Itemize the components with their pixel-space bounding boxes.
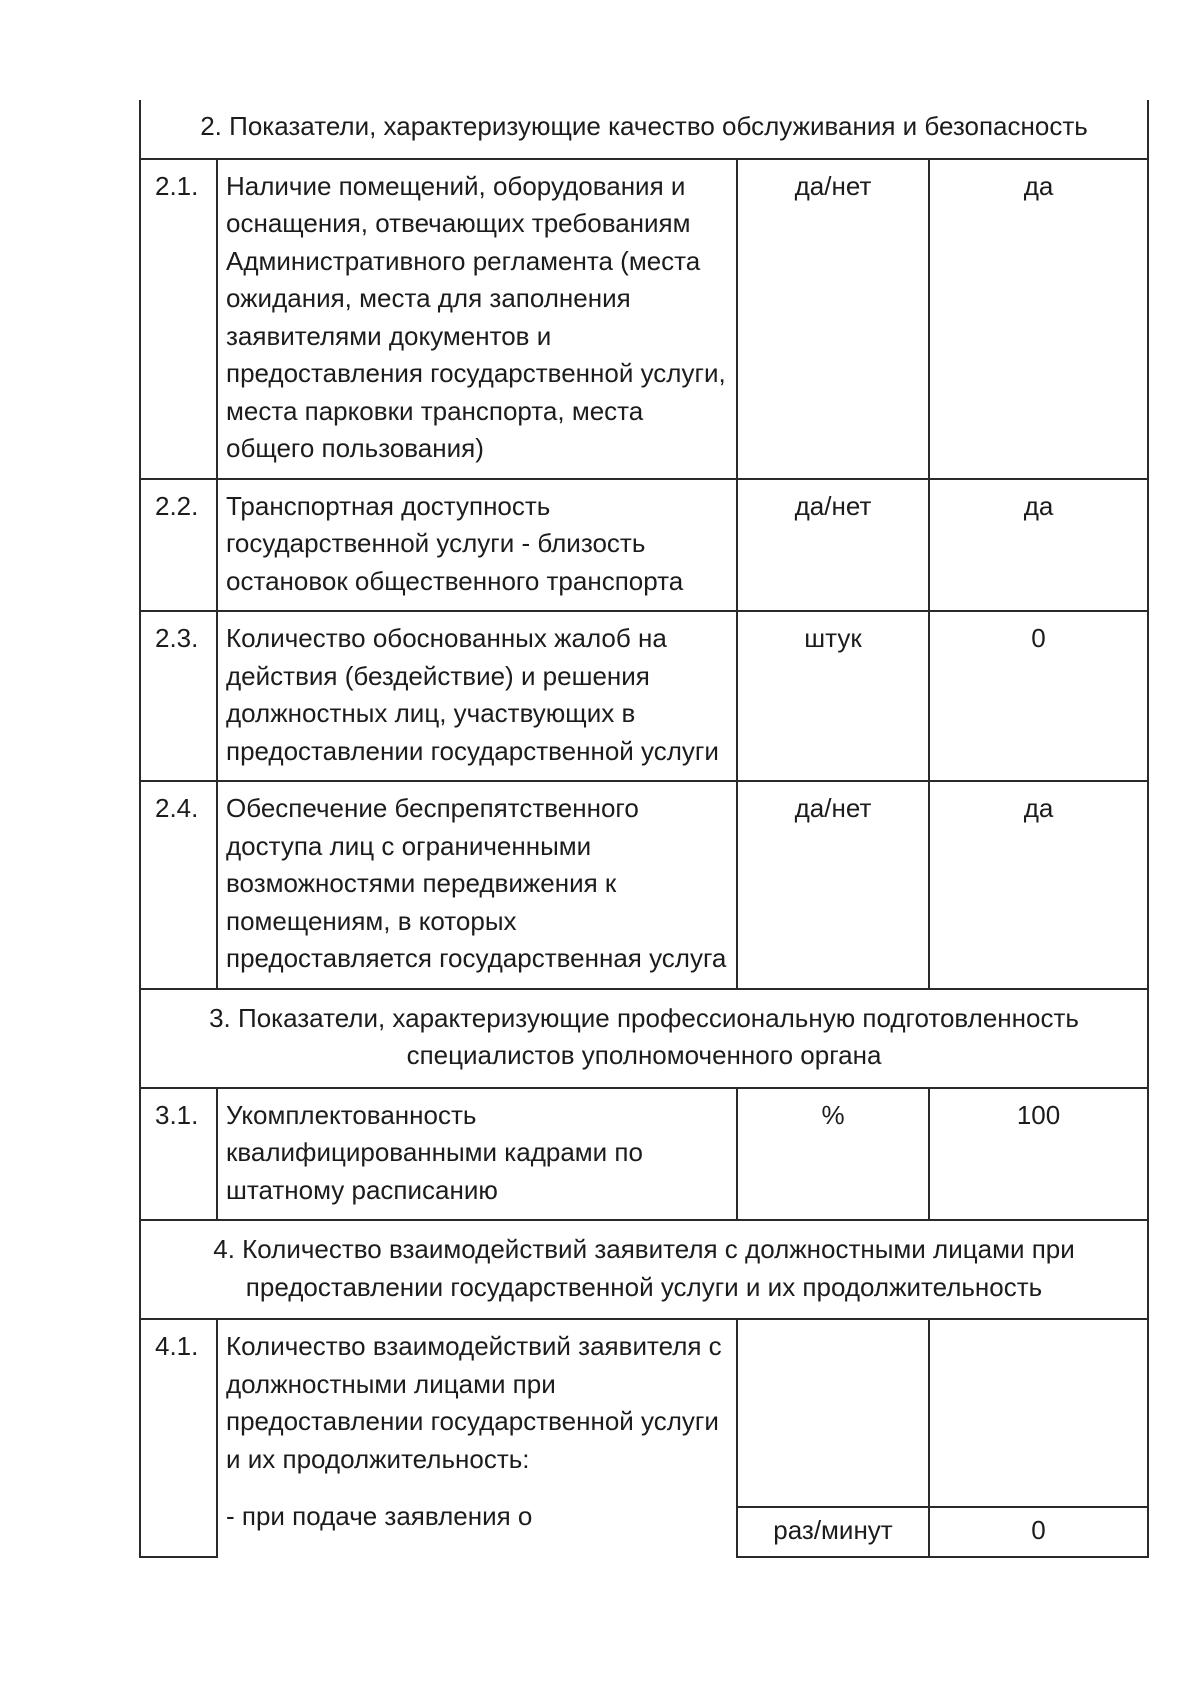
document-page (139, 100, 1147, 1558)
row-sub-description: - при подаче заявления о (226, 1501, 533, 1531)
row-description-group (217, 1319, 737, 1557)
table-row (140, 1088, 1148, 1221)
row-unit: да/нет (737, 159, 929, 479)
indicators-table (139, 100, 1149, 1558)
row-number: 2.2. (140, 479, 217, 612)
table-row (140, 611, 1148, 781)
empty-unit-cell (737, 1319, 929, 1507)
section-4-title: 4. Количество взаимодействий заявителя с должностными лицами при предоставлении государственной услуги и их продолжительность (140, 1220, 1148, 1319)
row-description: Транспортная доступность государственной услуги - близость остановок общественного транспорта (217, 479, 737, 612)
table-row (140, 479, 1148, 612)
section-header-row (140, 1220, 1148, 1319)
row-value: да (929, 479, 1148, 612)
row-number: 2.4. (140, 781, 217, 989)
row-value: да (929, 159, 1148, 479)
row-unit: да/нет (737, 479, 929, 612)
table-row (140, 159, 1148, 479)
row-unit: да/нет (737, 781, 929, 989)
row-description: Обеспечение беспрепятственного доступа лиц с ограниченными возможностями передвижения к помещениям, в которых предоставляется государственная услуга (217, 781, 737, 989)
row-unit: % (737, 1088, 929, 1221)
row-number: 2.1. (140, 159, 217, 479)
section-header-row (140, 100, 1148, 159)
row-unit: штук (737, 611, 929, 781)
table-row (140, 781, 1148, 989)
row-description: Количество обоснованных жалоб на действия (бездействие) и решения должностных лиц, участвующих в предоставлении государственной услуги (217, 611, 737, 781)
row-description: Наличие помещений, оборудования и оснащения, отвечающих требованиям Административного регламента (места ожидания, места для заполнения заявителями документов и предоставления государственной услуги, места парковки транспорта, места общего пользования) (217, 159, 737, 479)
row-number: 2.3. (140, 611, 217, 781)
table-row (140, 1319, 1148, 1507)
section-header-row (140, 989, 1148, 1088)
row-description: Укомплектованность квалифицированными кадрами по штатному расписанию (217, 1088, 737, 1221)
row-number: 4.1. (140, 1319, 217, 1557)
row-unit: раз/минут (737, 1507, 929, 1557)
row-description: Количество взаимодействий заявителя с должностными лицами при предоставлении государственной услуги и их продолжительность: (226, 1331, 722, 1474)
row-value: 100 (929, 1088, 1148, 1221)
empty-value-cell (929, 1319, 1148, 1507)
row-value: 0 (929, 611, 1148, 781)
section-2-title: 2. Показатели, характеризующие качество обслуживания и безопасность (140, 100, 1148, 159)
row-value: да (929, 781, 1148, 989)
section-3-title: 3. Показатели, характеризующие профессиональную подготовленность специалистов уполномоченного органа (140, 989, 1148, 1088)
row-value: 0 (929, 1507, 1148, 1557)
row-number: 3.1. (140, 1088, 217, 1221)
